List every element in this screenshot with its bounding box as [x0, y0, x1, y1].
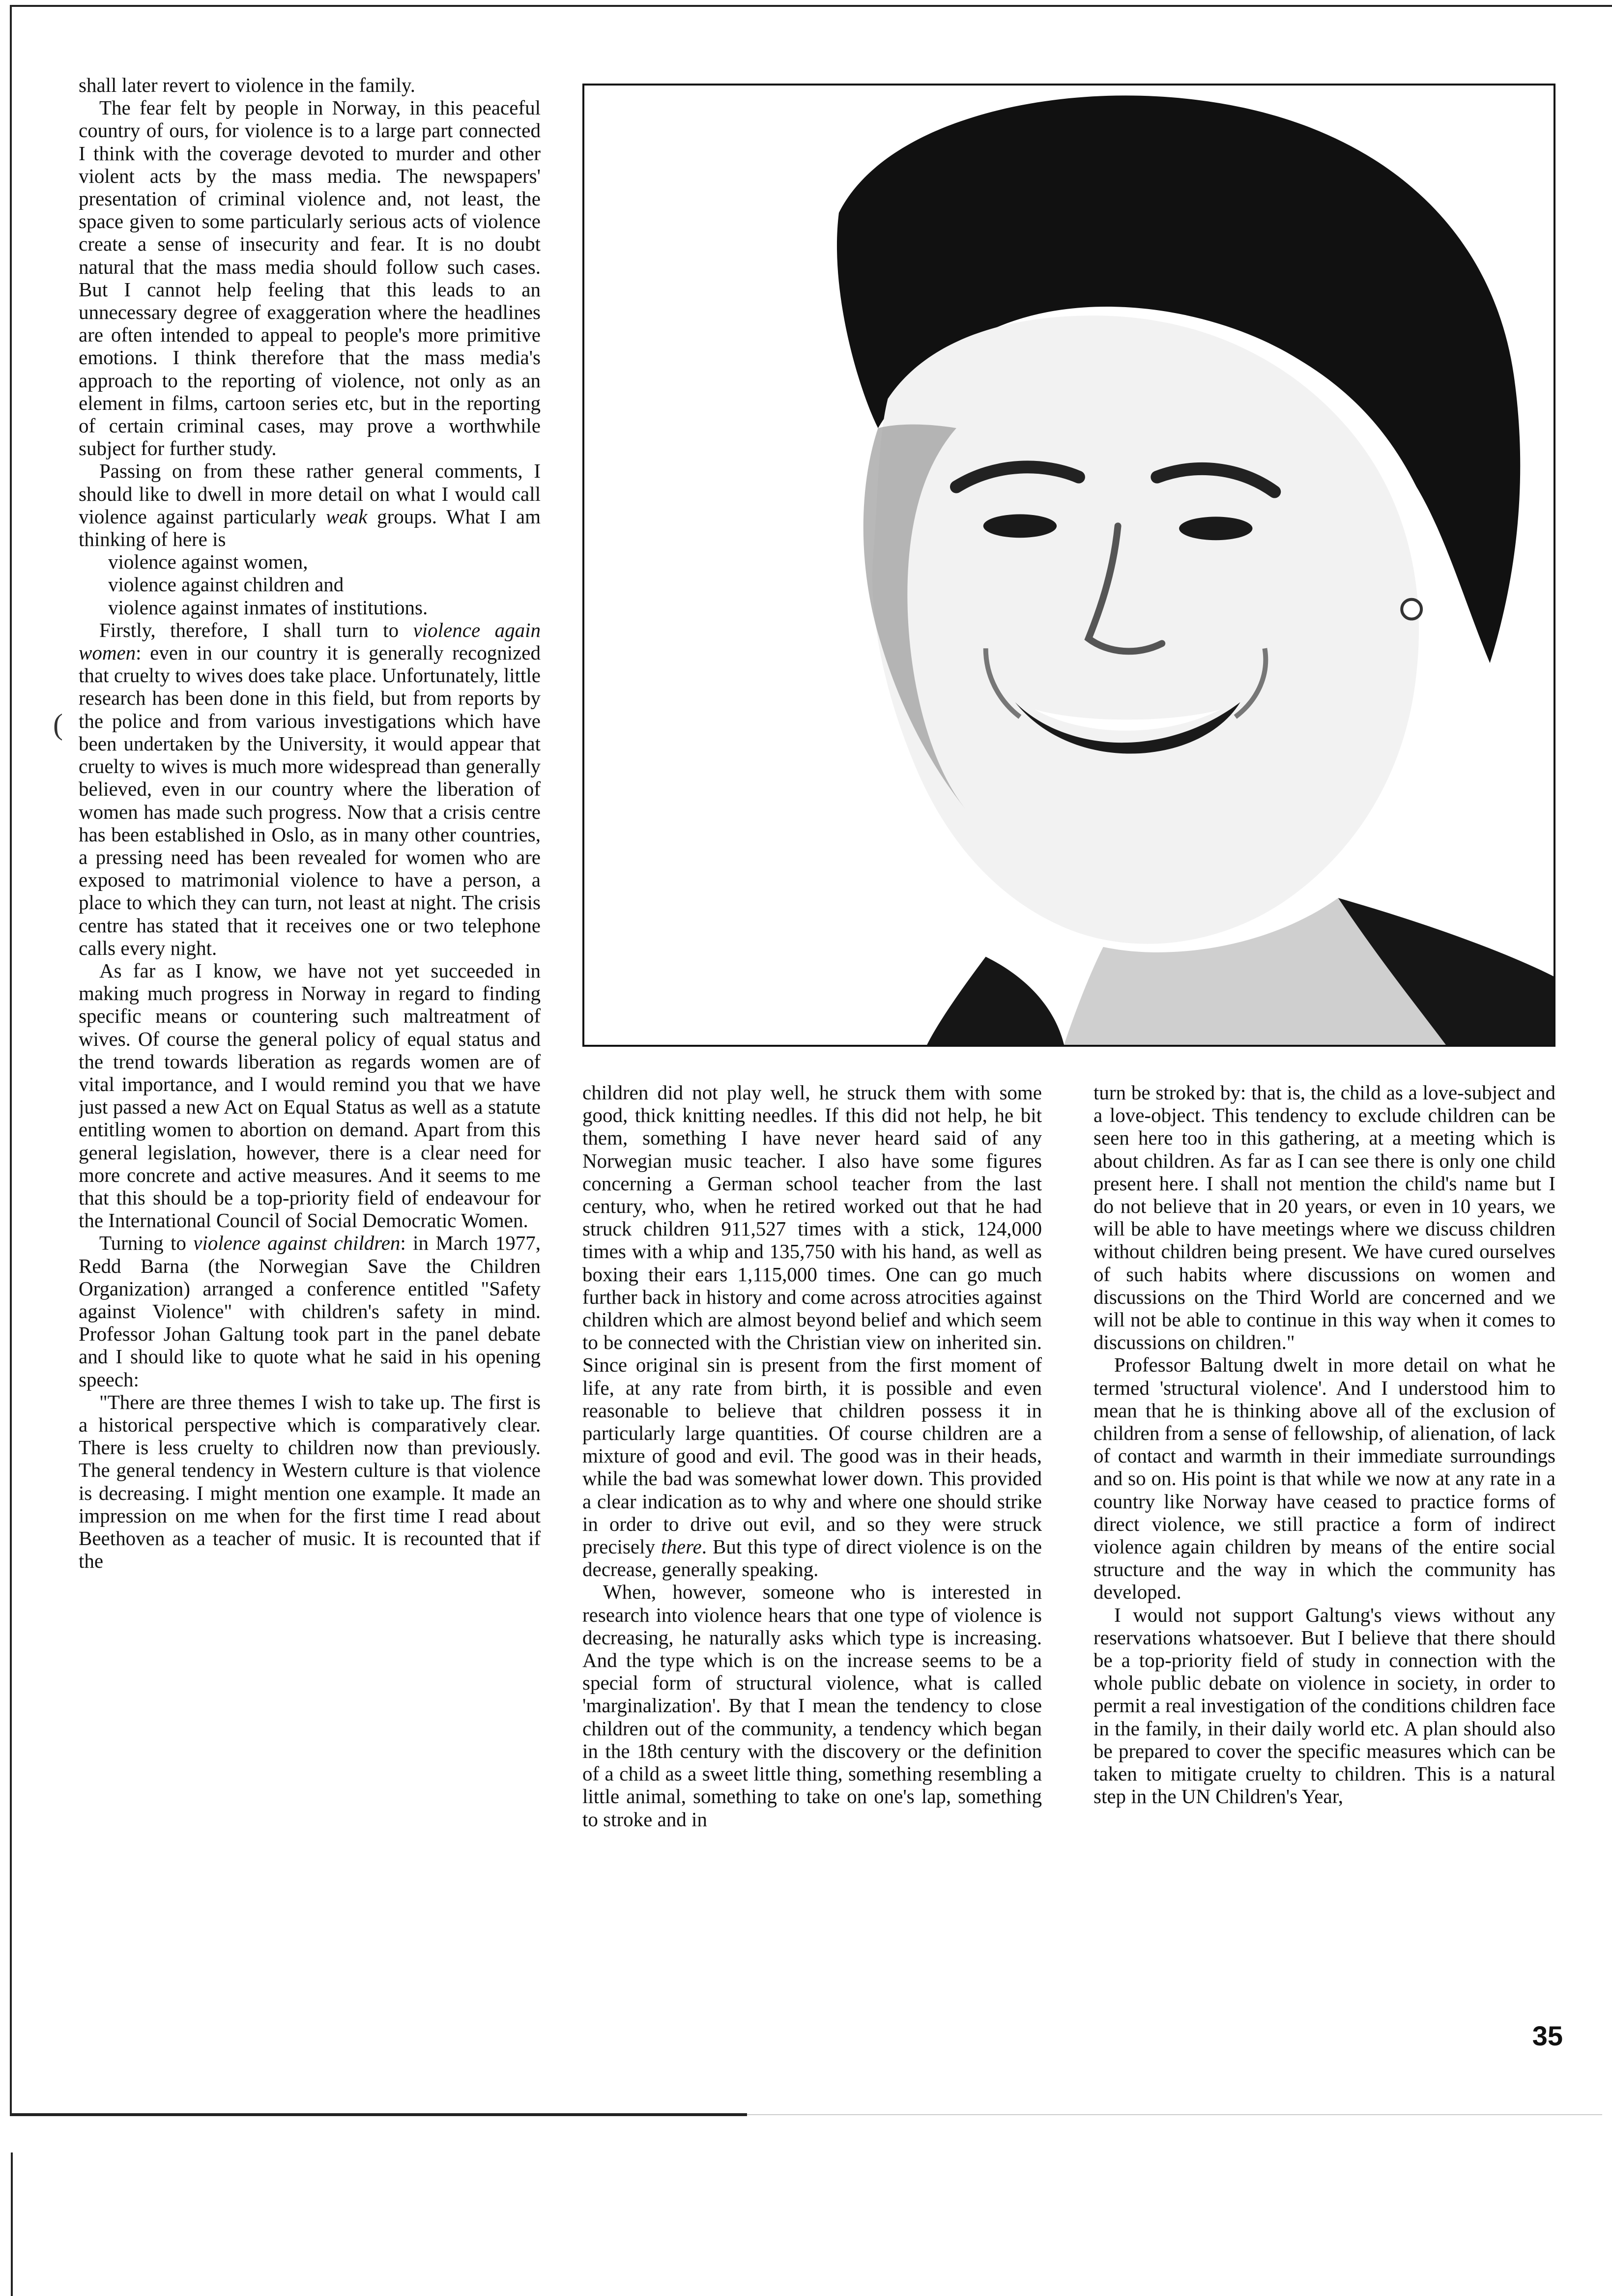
top-border-rule: [12, 5, 1612, 7]
left-border-rule: [10, 5, 12, 2113]
emphasis: violence again women: [79, 618, 541, 664]
paragraph: Professor Baltung dwelt in more detail on what he termed 'structural violence'. And I understood him to mean that he is thinking above all of the exclusion of children from a sense of fellowship, of alienation, of lack of contact and warmth in their immediate surroundings and so on. His point is that while we now at any rate in a country like Norway have ceased to practice forms of direct violence, we still practice a form of indirect violence again children by means of the entire social structure and the way in which the community has developed.: [1094, 1353, 1555, 1604]
text-run: Turning to: [99, 1232, 186, 1255]
text-run: Firstly, therefore, I shall turn to: [99, 618, 399, 641]
emphasis: violence against children: [193, 1232, 401, 1255]
paragraph: [79, 1232, 541, 1390]
paragraph: "There are three themes I wish to take up. The first is a historical perspective which is comparatively clear. There is less cruelty to children now than previously. The general tendency in Western culture is that violence is decreasing. I might mention one example. It made an impression on me when for the first time I read about Beethoven as a teacher of music. It is recounted that if the: [79, 1390, 541, 1573]
emphasis: there: [661, 1535, 702, 1558]
paragraph: I would not support Galtung's views without any reservations whatsoever. But I believe that there should be a top-priority field of study in connection with the whole public debate on violence in society, in order to permit a real investigation of the conditions children face in the family, in their daily world etc. A plan should also be prepared to cover the specific measures which can be taken to mitigate cruelty to children. This is a natural step in the UN Children's Year,: [1094, 1603, 1555, 1808]
text-run: : in March 1977, Redd Barna (the Norwegian Save the Children Organization) arranged a conference entitled "Safety against Violence" with children's safety in mind. Professor Johan Galtung took part in the panel debate and I should like to quote what he said in his opening speech:: [79, 1232, 541, 1391]
paragraph: [79, 619, 541, 959]
paragraph: turn be stroked by: that is, the child as a love-subject and a love-object. This tendency to exclude children can be seen here too in this gathering, at a meeting which is about children. As far as I can see there is only one child present here. I shall not mention the child's name but I do not believe that in 20 years, or even in 10 years, we will be able to have meetings where we discuss children without children being present. We have cured ourselves of such habits where discussions on women and discussions on the Third World are concerned and we will not be able to continue in this way when it comes to discussions on children.": [1094, 1081, 1555, 1354]
paragraph: The fear felt by people in Norway, in this peaceful country of ours, for violence is to a large part connected I think with the coverage devoted to murder and other violent acts by the mass media. The newspapers' presentation of criminal violence and, not least, the space given to some particularly serious acts of violence create a sense of insecurity and fear. It is no doubt natural that the mass media should follow such cases. But I cannot help feeling that this leads to an unnecessary degree of exaggeration where the headlines are often intended to appeal to people's more primitive emotions. I think therefore that the mass media's approach to the reporting of violence, not only as an element in films, cartoon series etc, but in the reporting of certain criminal cases, may prove a worthwhile subject for further study.: [79, 96, 541, 460]
bottom-border-rule: [10, 2113, 747, 2116]
text-column-3: [1094, 1081, 1555, 1995]
text-run: : even in our country it is generally recognized that cruelty to wives does take place. Unfortunately, little research has been done in this field, but from reports by the police and from various investigations which have been undertaken by the University, it would appear that cruelty to wives is much more widespread than generally believed, even in our country where the liberation of women has made such progress. Now that a crisis centre has been established in Oslo, as in many other countries, a pressing need has been revealed for women who are exposed to matrimonial violence to have a person, a place to which they can turn, not least at night. The crisis centre has stated that it receives one or two telephone calls every night.: [79, 641, 541, 959]
paragraph: When, however, someone who is interested in research into violence hears that one type of violence is decreasing, he naturally asks which type is increasing. And the type which is on the increase seems to be a special form of structural violence, what is called 'marginalization'. By that I mean the tendency to close children out of the community, a tendency which began in the 18th century with the discovery or the definition of a child as a sweet little thing, something resembling a little animal, something to take on one's lap, something to stroke and in: [582, 1580, 1042, 1831]
text-run: . But this type of direct violence is on the decrease, generally speaking.: [582, 1535, 1042, 1581]
portrait-image: [584, 86, 1554, 1045]
margin-bracket-mark: (: [53, 708, 63, 741]
text-run: children did not play well, he struck them with some good, thick knitting needles. If this did not help, he bit them, something I have never heard said of any Norwegian music teacher. I also have some figures concerning a German school teacher from the last century, who, when he retired worked out that he had struck children 911,527 times with a stick, 124,000 times with a whip and 135,750 with his hand, as well as boxing their ears 1,115,000 times. One can go much further back in history and come across atrocities against children which are almost beyond belief and which seem to be connected with the Christian view on inherited sin. Since original sin is present from the first moment of life, at any rate from birth, it is possible and even reasonable to believe that children possess it in particularly large quantities. Of course children are a mixture of good and evil. The good was in their heads, while the bad was somewhat lower down. This provided a clear indication as to why and where one should strike in order to drive out evil, and so they were struck precisely: [582, 1081, 1042, 1558]
list-item: violence against inmates of institutions.: [108, 596, 428, 619]
text-column-2: [582, 1081, 1042, 1995]
text-run: Passing on from these rather general comments, I should like to dwell in more detail on what I would call violence against particularly: [79, 459, 541, 528]
paragraph: [79, 459, 541, 550]
list-item: violence against children and: [108, 573, 344, 596]
list-item: violence against women,: [108, 550, 308, 574]
text-column-1: [79, 74, 541, 2000]
paragraph: shall later revert to violence in the family.: [79, 74, 415, 96]
paragraph: [582, 1081, 1042, 1580]
bottom-border-rule-faint: [747, 2114, 1602, 2115]
lower-frame-edge: [11, 2152, 19, 2296]
portrait-photo: [582, 84, 1555, 1047]
page-number: 35: [1532, 2020, 1563, 2051]
text-run: groups. What I am thinking of here is: [79, 505, 541, 551]
emphasis: weak: [326, 505, 368, 528]
paragraph: As far as I know, we have not yet succeeded in making much progress in Norway in regard to finding specific means or countering such maltreatment of wives. Of course the general policy of equal status and the trend towards liberation as regards women are of vital importance, and I would remind you that we have just passed a new Act on Equal Status as well as a statute entitling women to abortion on demand. Apart from this general legislation, however, there is a clear need for more concrete and active measures. And it seems to me that this should be a top-priority field of endeavour for the International Council of Social Democratic Women.: [79, 959, 541, 1232]
